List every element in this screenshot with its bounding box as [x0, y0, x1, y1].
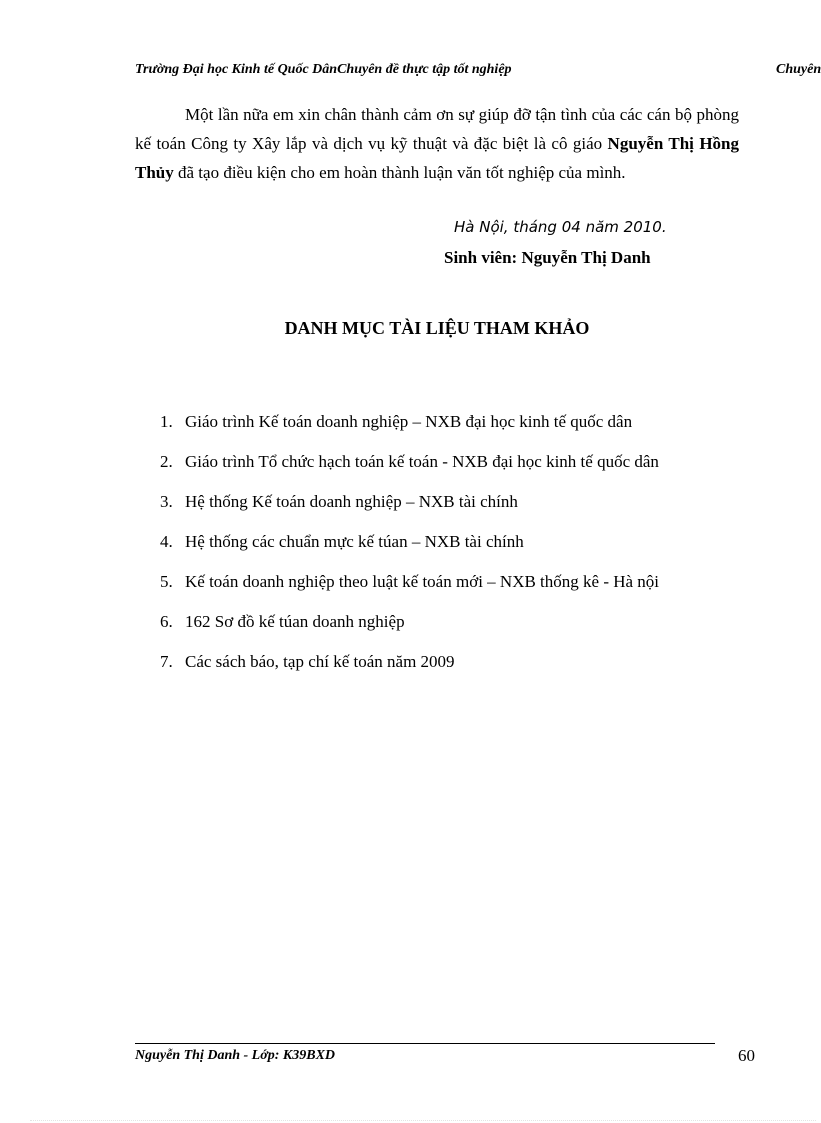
reference-text: 162 Sơ đồ kế túan doanh nghiệp	[185, 612, 405, 631]
reference-number: 6.	[160, 612, 173, 631]
teacher-name: Nguyễn Thị Hồng Thủy	[135, 134, 739, 182]
references-title: DANH MỤC TÀI LIỆU THAM KHẢO	[284, 318, 590, 338]
page-bottom-divider	[30, 1120, 816, 1121]
reference-item	[160, 410, 659, 450]
reference-item	[160, 570, 659, 610]
reference-text: Các sách báo, tạp chí kế toán năm 2009	[185, 652, 455, 671]
acknowledgement-text-after: đã tạo điều kiện cho em hoàn thành luận văn tốt nghiệp của mình.	[173, 163, 626, 182]
reference-item	[160, 650, 659, 690]
reference-number: 2.	[160, 452, 173, 471]
footer-author-class: Nguyễn Thị Danh - Lớp: K39BXD	[135, 1048, 336, 1063]
reference-text: Giáo trình Kế toán doanh nghiệp – NXB đại học kinh tế quốc dân	[185, 412, 633, 431]
acknowledgement-text-before: Một lần nữa em xin chân thành cảm ơn sự giúp đỡ tận tình của các cán bộ phòng kế toán Công ty Xây lắp và dịch vụ kỹ thuật và đặc biệt là cô giáo	[135, 105, 739, 153]
reference-item	[160, 450, 659, 490]
page-number: 60	[738, 1046, 755, 1065]
reference-number: 1.	[160, 412, 173, 431]
reference-number: 3.	[160, 492, 173, 511]
place-date: Hà Nội, tháng 04 năm 2010.	[454, 218, 667, 236]
reference-text: Kế toán doanh nghiệp theo luật kế toán mới – NXB thống kê - Hà nội	[185, 572, 660, 591]
reference-item	[160, 610, 659, 650]
reference-number: 5.	[160, 572, 173, 591]
reference-item	[160, 490, 659, 530]
header-school-title: Trường Đại học Kinh tế Quốc DânChuyên đề thực tập tốt nghiệp	[135, 62, 512, 77]
reference-text: Hệ thống Kế toán doanh nghiệp – NXB tài chính	[185, 492, 518, 511]
signer-name: Sinh viên: Nguyễn Thị Danh	[444, 248, 651, 267]
reference-number: 7.	[160, 652, 173, 671]
reference-item	[160, 530, 659, 570]
footer-divider	[135, 1043, 715, 1044]
reference-number: 4.	[160, 532, 173, 551]
header-chapter-fragment: Chuyên	[776, 62, 821, 77]
references-list	[160, 410, 659, 690]
acknowledgement-paragraph	[135, 100, 739, 187]
reference-text: Hệ thống các chuẩn mực kế túan – NXB tài chính	[185, 532, 524, 551]
reference-text: Giáo trình Tổ chức hạch toán kế toán - NXB đại học kinh tế quốc dân	[185, 452, 659, 471]
